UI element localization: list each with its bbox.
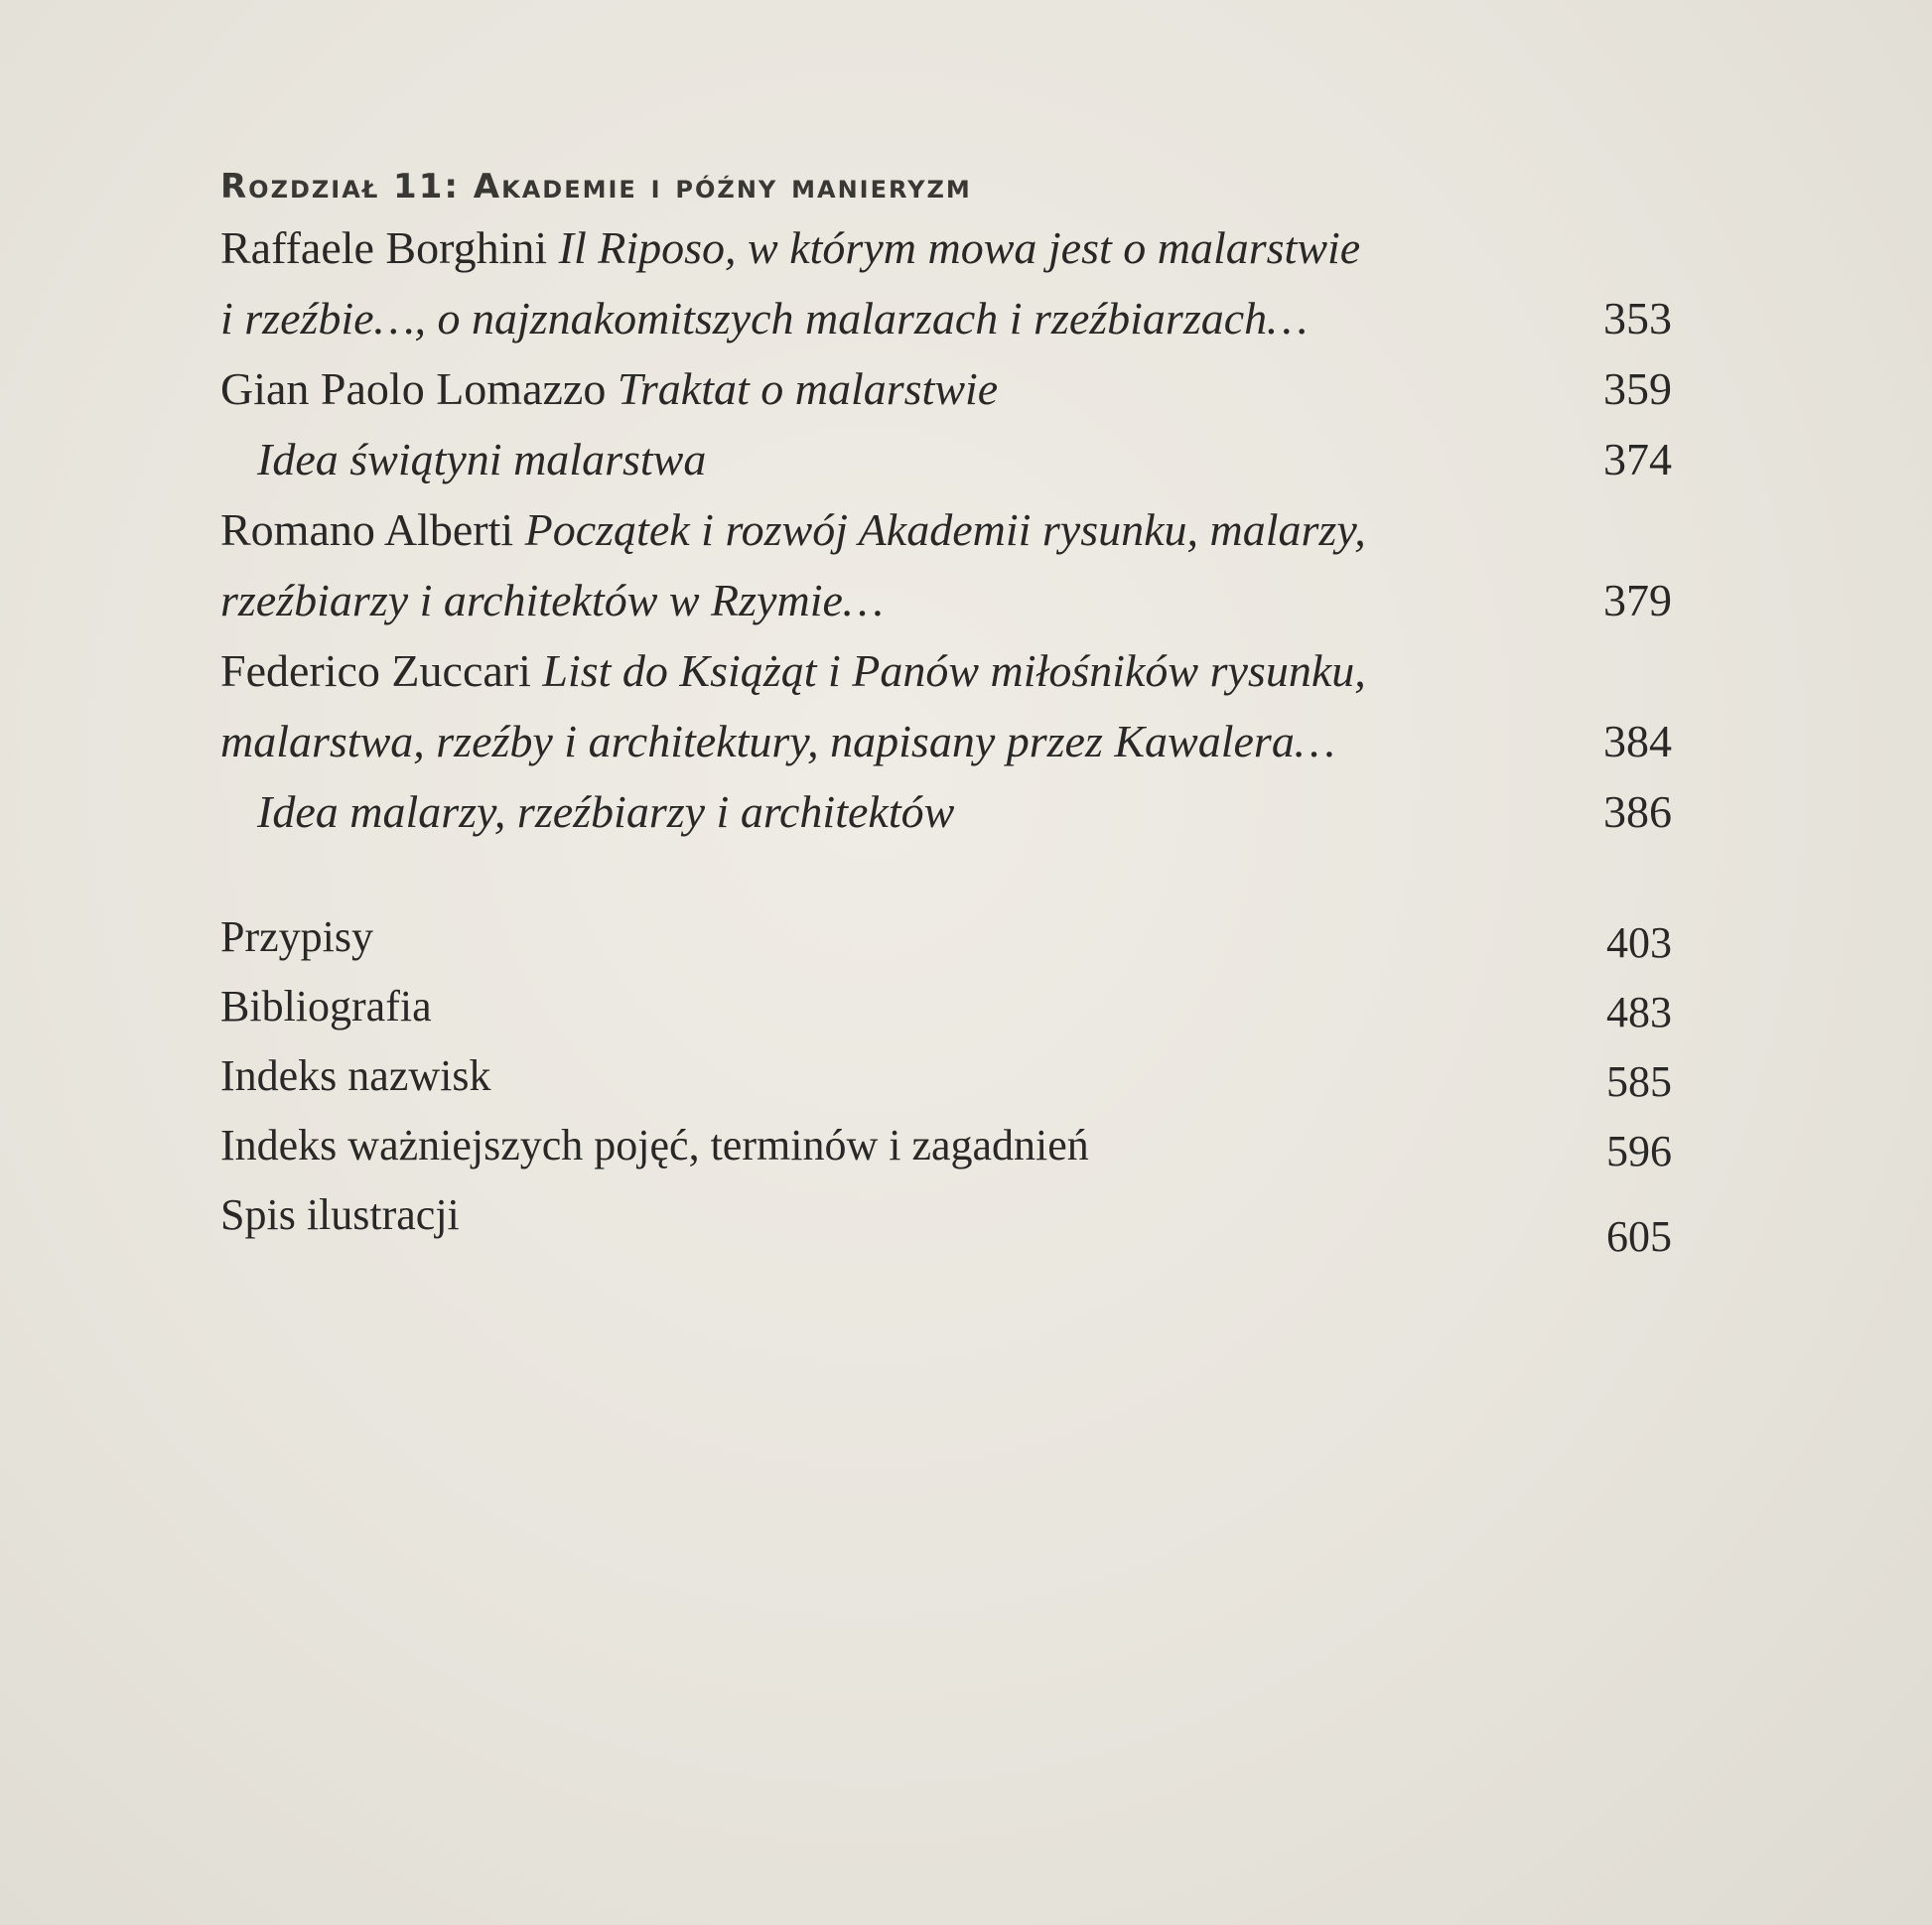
section-spacer [220, 847, 1672, 902]
back-matter-page-number: 596 [1606, 1127, 1672, 1175]
back-matter-entry [220, 902, 1672, 972]
toc-entry [220, 776, 1672, 847]
entry-title: List do Książąt i Panów miłośników rysunku, [542, 645, 1366, 696]
back-matter-entry [220, 1041, 1672, 1111]
back-matter-entry [220, 1180, 1672, 1261]
back-matter-label: Indeks ważniejszych pojęć, terminów i zagadnień [220, 1121, 1089, 1169]
table-of-contents [220, 161, 1672, 1261]
entry-page-number: 359 [1603, 363, 1672, 414]
back-matter-page-number: 605 [1606, 1212, 1672, 1261]
entry-title: rzeźbiarzy i architektów w Rzymie… [220, 575, 884, 625]
entry-title: malarstwa, rzeźby i architektury, napisany przez Kawalera… [220, 716, 1335, 766]
entry-page-number: 379 [1603, 575, 1672, 625]
entry-title: Traktat o malarstwie [617, 363, 999, 414]
entry-title: Początek i rozwój Akademii rysunku, malarzy, [524, 504, 1366, 555]
back-matter-entry [220, 1111, 1672, 1180]
entry-title: i rzeźbie…, o najznakomitszych malarzach i rzeźbiarzach… [220, 293, 1309, 344]
toc-entry [220, 635, 1672, 706]
toc-entry [220, 494, 1672, 565]
entry-page-number: 384 [1603, 716, 1672, 766]
entry-title: Idea malarzy, rzeźbiarzy i architektów [257, 786, 955, 837]
chapter-heading: Rozdział 11: Akademie i późny manieryzm [220, 167, 972, 206]
entry-page-number: 353 [1603, 293, 1672, 344]
entry-page-number: 386 [1603, 786, 1672, 837]
toc-entry [220, 212, 1672, 283]
entry-title: Il Riposo, w którym mowa jest o malarstwie [558, 222, 1361, 273]
entry-author: Romano Alberti [220, 504, 525, 555]
back-matter-label: Przypisy [220, 912, 373, 961]
back-matter-label: Bibliografia [220, 982, 432, 1031]
back-matter-label: Indeks nazwisk [220, 1051, 491, 1100]
toc-entry [220, 706, 1672, 776]
toc-entry [220, 424, 1672, 494]
toc-entry [220, 565, 1672, 635]
entry-page-number: 374 [1603, 434, 1672, 484]
back-matter-label: Spis ilustracji [220, 1190, 460, 1239]
entry-author: Gian Paolo Lomazzo [220, 363, 618, 414]
toc-entry [220, 353, 1672, 424]
entry-title: Idea świątyni malarstwa [257, 434, 707, 484]
entry-author: Raffaele Borghini [220, 222, 559, 273]
back-matter-entry [220, 972, 1672, 1041]
back-matter-page-number: 403 [1606, 918, 1672, 967]
entry-author: Federico Zuccari [220, 645, 543, 696]
back-matter-page-number: 585 [1606, 1057, 1672, 1106]
back-matter-page-number: 483 [1606, 988, 1672, 1036]
toc-entry [220, 283, 1672, 353]
